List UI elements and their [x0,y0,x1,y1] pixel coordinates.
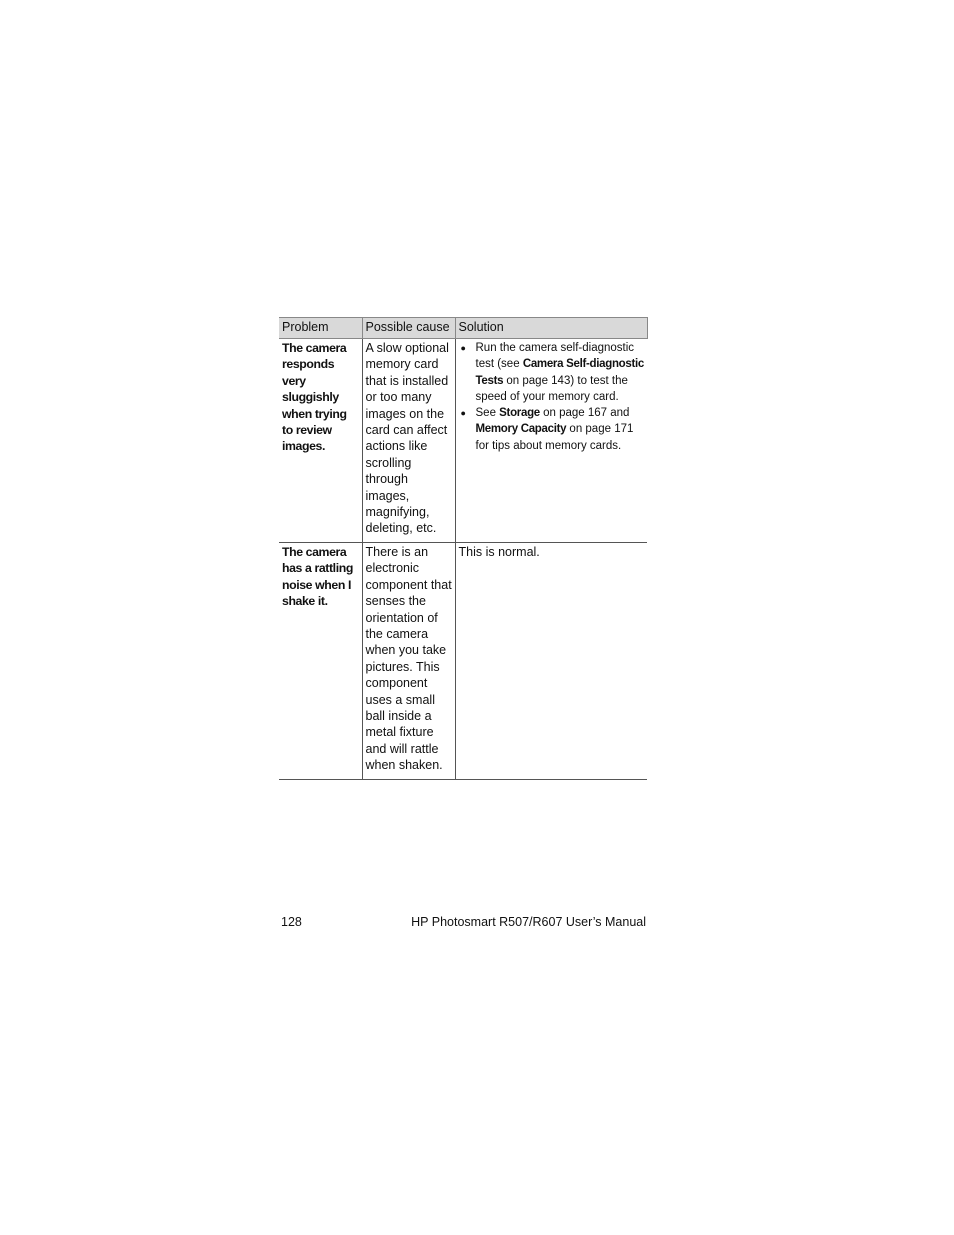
table-row [279,542,647,779]
problem-text: The camera has a rattling noise when I shake it. [282,544,353,609]
problem-cell [279,542,362,779]
troubleshooting-table [279,317,648,780]
cross-reference-link[interactable]: Memory Capacity [475,423,567,436]
solution-cell [455,339,647,543]
cause-text: There is an electronic component that senses the orientation of the camera when you take pictures. This component uses a small ball inside a metal fixture and will rattle when shaken. [365,544,452,773]
solution-text: Run the camera self-diagnostic test (see [475,342,635,371]
cross-reference-link[interactable]: Camera Self-diagnostic Tests [475,358,645,387]
bullet-icon: ● [460,408,466,419]
solution-list [459,340,646,454]
manual-title: HP Photosmart R507/R607 User’s Manual [411,915,646,929]
solution-text: See [475,407,500,420]
bullet-icon: ● [460,343,466,353]
cause-text: A slow optional memory card that is installed or too many images on the card can affect actions like scrolling through images, magnifying, deleting, etc. [365,341,449,536]
header-solution: Solution [455,318,647,339]
solution-text: on page 171 for tips about memory cards. [475,423,634,452]
problem-cell [279,339,362,543]
cause-cell [362,339,455,543]
solution-item [459,340,646,405]
page-footer [281,915,646,929]
solution-text: on page 143) to test the speed of your memory card. [475,374,628,403]
problem-text: The camera responds very sluggishly when trying to review images. [282,341,347,454]
header-problem: Problem [279,318,362,339]
page-content [279,317,647,780]
solution-cell [455,542,647,779]
solution-text: on page 167 and [539,407,630,420]
table-row [279,339,647,543]
solution-item [459,405,646,454]
page-number: 128 [281,915,302,929]
cross-reference-link[interactable]: Storage [499,407,540,420]
cause-cell [362,542,455,779]
table-header-row [279,318,647,339]
header-possible-cause: Possible cause [362,318,455,339]
solution-text: This is normal. [458,544,540,559]
